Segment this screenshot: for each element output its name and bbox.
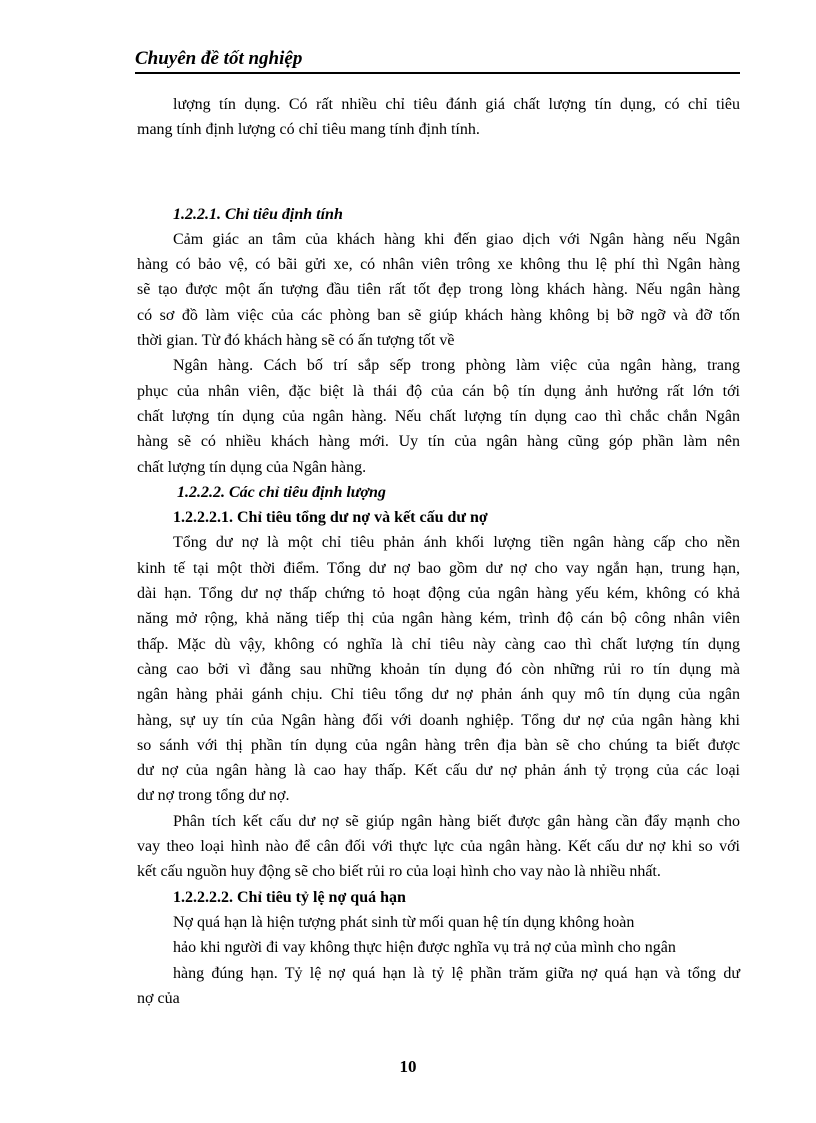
page-number: 10 bbox=[399, 1057, 417, 1076]
text-line: Phân tích kết cấu dư nợ sẽ giúp ngân hàng biết được gân hàng cần đẩy mạnh cho bbox=[173, 812, 740, 830]
text-line: chất lượng tín dụng của Ngân hàng. bbox=[137, 458, 367, 476]
header-title: Chuyên đề tốt nghiệp bbox=[135, 48, 303, 69]
text-line: hàng sẽ có nhiều khách hàng mới. Uy tín của ngân hàng cũng góp phần làm nên bbox=[137, 433, 740, 451]
text-line: hàng, sự uy tín của Ngân hàng đối với doanh nghiệp. Tổng dư nợ của ngân hàng khi bbox=[137, 711, 740, 729]
text-line: lượng tín dụng. Có rất nhiều chỉ tiêu đánh giá chất lượng tín dụng, có chỉ tiêu bbox=[173, 96, 740, 113]
text-line: so sánh với thị phần tín dụng của ngân hàng trên địa bàn sẽ cho chúng ta biết được bbox=[137, 736, 740, 754]
text-line: kinh tế tại một thời điểm. Tổng dư nợ bao gồm dư nợ cho vay ngắn hạn, trung hạn, bbox=[137, 559, 740, 577]
text-line: nợ của bbox=[137, 989, 180, 1007]
text-line: Nợ quá hạn là hiện tượng phát sinh từ mối quan hệ tín dụng không hoàn bbox=[173, 913, 635, 931]
text-line: có sơ đồ làm việc của các phòng ban sẽ giúp khách hàng không bị bỡ ngỡ và đỡ tốn bbox=[137, 306, 740, 324]
spacer bbox=[137, 143, 740, 202]
page-body bbox=[137, 92, 740, 1011]
page-header bbox=[135, 46, 740, 74]
text-line: hàng có bảo vệ, có bãi gửi xe, có nhân viên trông xe không thu lệ phí thì Ngân hàng bbox=[137, 256, 740, 274]
text-line: năng mở rộng, khả năng tiếp thị của ngân hàng kém, trình độ cán bộ công nhân viên bbox=[137, 610, 740, 628]
text-line: dư nợ của ngân hàng là cao hay thấp. Kết cấu dư nợ phản ánh tỷ trọng của các loại bbox=[137, 762, 740, 780]
text-line: phục của nhân viên, đặc biệt là thái độ của cán bộ tín dụng ảnh hưởng rất lớn tới bbox=[137, 382, 740, 400]
text-line: hảo khi người đi vay không thực hiện được nghĩa vụ trả nợ của mình cho ngân bbox=[173, 939, 676, 957]
section-heading-quantitative: 1.2.2.2. Các chỉ tiêu định lượng bbox=[177, 483, 386, 501]
total-debt-paragraph-2 bbox=[137, 809, 740, 885]
total-debt-paragraph-1 bbox=[137, 530, 740, 808]
text-line: dư nợ trong tổng dư nợ. bbox=[137, 787, 290, 805]
text-line: ngân hàng phải gánh chịu. Chỉ tiêu tổng dư nợ phản ánh quy mô tín dụng của ngân bbox=[137, 686, 740, 704]
text-line: hàng đúng hạn. Tỷ lệ nợ quá hạn là tỷ lệ phần trăm giữa nợ quá hạn và tổng dư bbox=[173, 964, 740, 982]
qualitative-paragraph-1 bbox=[137, 227, 740, 353]
text-line: Cảm giác an tâm của khách hàng khi đến giao dịch với Ngân hàng nếu Ngân bbox=[173, 230, 740, 248]
subsection-heading-overdue-ratio: 1.2.2.2.2. Chỉ tiêu tỷ lệ nợ quá hạn bbox=[173, 888, 406, 906]
text-line: thấp. Mặc dù vậy, không có nghĩa là chỉ tiêu này càng cao thì chất lượng tín dụng bbox=[137, 635, 740, 653]
text-line: càng cao bởi vì đằng sau những khoản tín dụng đó còn những rủi ro tín dụng mà bbox=[137, 660, 740, 678]
subsection-heading-total-debt: 1.2.2.2.1. Chỉ tiêu tổng dư nợ và kết cấu dư nợ bbox=[173, 509, 488, 527]
text-line: chất lượng tín dụng của ngân hàng. Nếu chất lượng tín dụng cao thì chắc chắn Ngân bbox=[137, 407, 740, 425]
text-line: Tổng dư nợ là một chỉ tiêu phản ánh khối lượng tiền ngân hàng cấp cho nền bbox=[173, 534, 740, 552]
text-line: sẽ tạo được một ấn tượng đầu tiên rất tốt đẹp trong lòng khách hàng. Nếu ngân hàng bbox=[137, 281, 740, 299]
text-line: kết cấu nguồn huy động sẽ cho biết rủi ro của loại hình cho vay nào là nhiều nhất. bbox=[137, 863, 661, 881]
text-line: mang tính định lượng có chỉ tiêu mang tính định tính. bbox=[137, 121, 480, 139]
intro-paragraph bbox=[137, 92, 740, 143]
text-line: Ngân hàng. Cách bố trí sắp sếp trong phòng làm việc của ngân hàng, trang bbox=[173, 357, 740, 375]
text-line: thời gian. Từ đó khách hàng sẽ có ấn tượng tốt về bbox=[137, 332, 455, 350]
qualitative-paragraph-2 bbox=[137, 353, 740, 479]
text-line: vay theo loại hình nào để cân đối với thực lực của ngân hàng. Kết cấu dư nợ khi so với bbox=[137, 838, 740, 856]
section-heading-qualitative: 1.2.2.1. Chỉ tiêu định tính bbox=[173, 205, 343, 223]
overdue-ratio-paragraph bbox=[137, 910, 740, 1011]
text-line: dài hạn. Tổng dư nợ thấp chứng tỏ hoạt động của ngân hàng yếu kém, không có khả bbox=[137, 585, 740, 603]
